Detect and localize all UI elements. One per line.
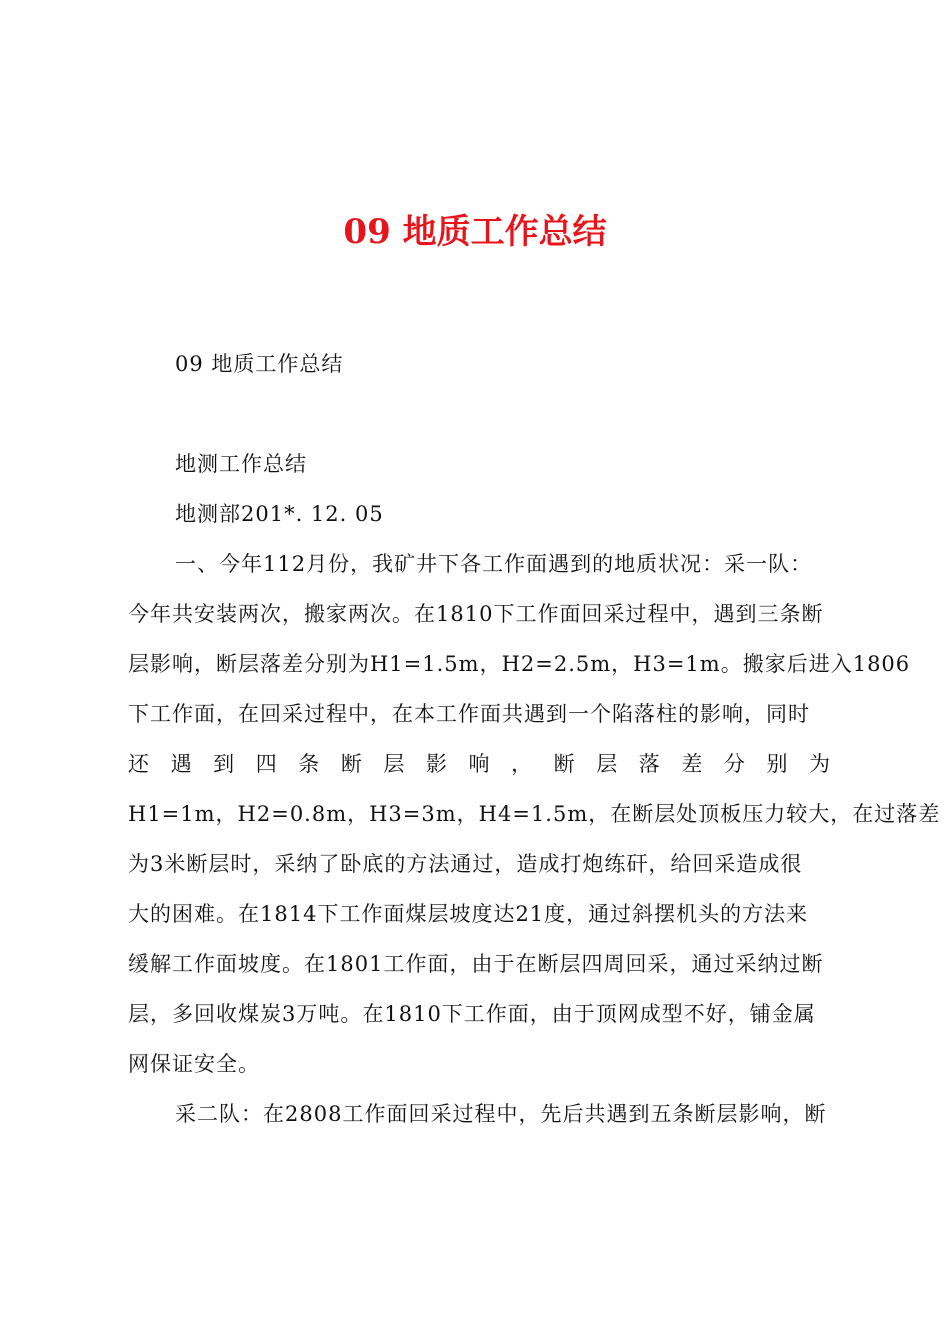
document-subtitle: 09 地质工作总结 <box>175 352 344 376</box>
char: 响 <box>468 752 490 776</box>
char: 落 <box>638 752 660 776</box>
char: 影 <box>425 752 447 776</box>
paragraph-line: 层，多回收煤炭3万吨。在1810下工作面，由于顶网成型不好，铺金属 <box>128 1002 816 1026</box>
paragraph-line: H1=1m，H2=0.8m，H3=3m，H4=1.5m，在断层处顶板压力较大，在过落差 <box>128 802 941 826</box>
date-line: 地测部201*. 12. 05 <box>175 502 384 526</box>
paragraph-line: 一、今年112月份，我矿井下各工作面遇到的地质状况：采一队： <box>175 552 813 576</box>
paragraph-line: 下工作面，在回采过程中，在本工作面共遇到一个陷落柱的影响，同时 <box>128 702 810 726</box>
char: 差 <box>681 752 703 776</box>
paragraph-line: 采二队：在2808工作面回采过程中，先后共遇到五条断层影响，断 <box>175 1102 827 1126</box>
paragraph-line: 大的困难。在1814下工作面煤层坡度达21度，通过斜摆机头的方法来 <box>128 902 809 926</box>
char: 为 <box>809 752 830 776</box>
char: ， <box>511 752 533 776</box>
paragraph-line: 为3米断层时，采纳了卧底的方法通过，造成打炮练矸，给回采造成很 <box>128 852 803 876</box>
char: 别 <box>766 752 788 776</box>
char: 层 <box>383 752 405 776</box>
section-heading: 地测工作总结 <box>175 452 307 476</box>
paragraph-line: 缓解工作面坡度。在1801工作面，由于在断层四周回采，通过采纳过断 <box>128 952 824 976</box>
char: 分 <box>723 752 745 776</box>
document-title: 09 地质工作总结 <box>343 212 607 252</box>
char: 条 <box>298 752 320 776</box>
char: 遇 <box>170 752 192 776</box>
char: 断 <box>553 752 575 776</box>
paragraph-line: 今年共安装两次，搬家两次。在1810下工作面回采过程中，遇到三条断 <box>128 602 824 626</box>
paragraph-line: 层影响，断层落差分别为H1=1.5m，H2=2.5m，H3=1m。搬家后进入1806 <box>128 652 911 676</box>
char: 到 <box>213 752 235 776</box>
paragraph-line-justified <box>128 749 830 779</box>
char: 层 <box>596 752 618 776</box>
char: 断 <box>340 752 362 776</box>
char: 四 <box>255 752 277 776</box>
paragraph-line: 网保证安全。 <box>128 1052 260 1076</box>
char: 还 <box>128 752 149 776</box>
